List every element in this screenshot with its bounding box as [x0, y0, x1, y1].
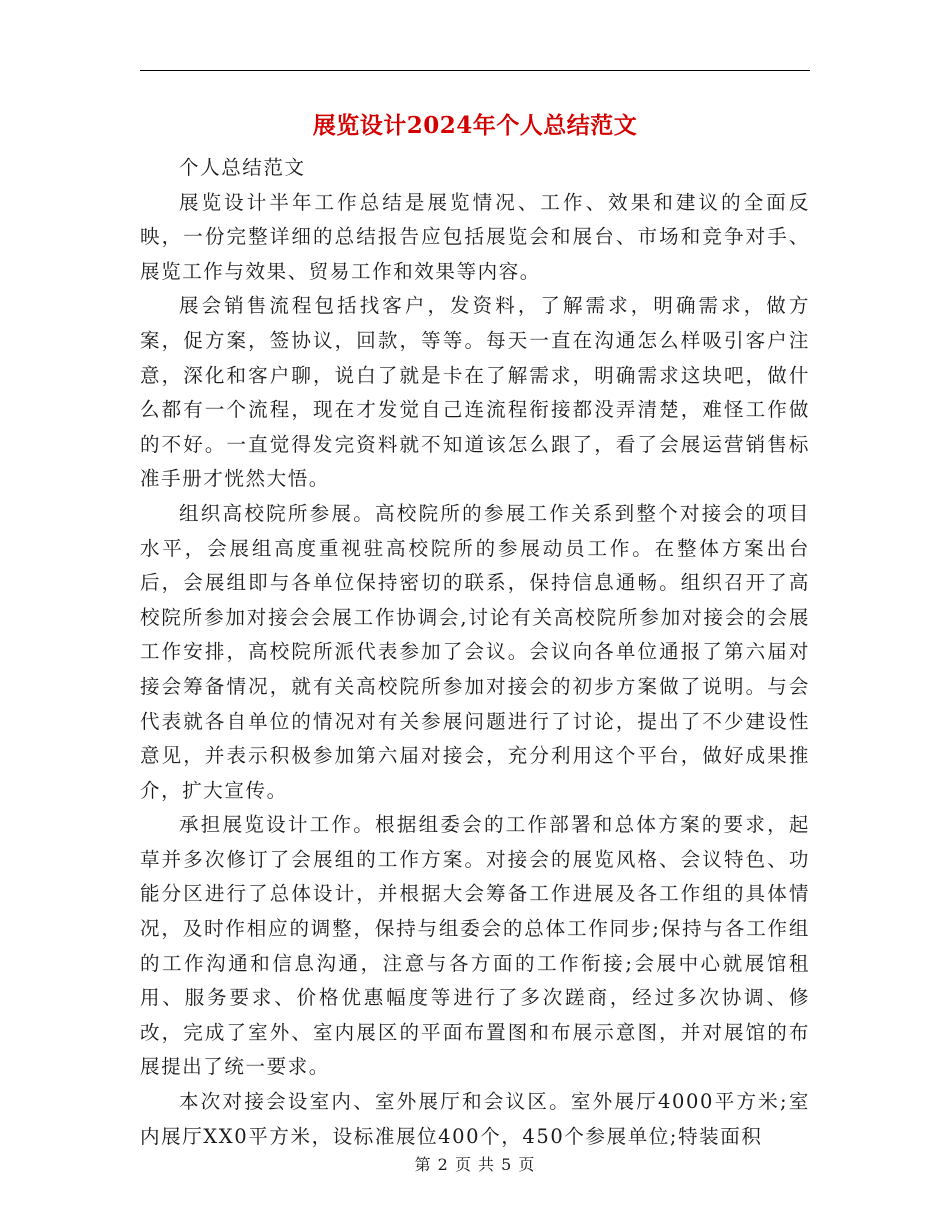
- document-body: [140, 151, 810, 1154]
- paragraph-university-exhibits: 组织高校院所参展。高校院所的参展工作关系到整个对接会的项目水平，会展组高度重视驻高校院所的参展动员工作。在整体方案出台后，会展组即与各单位保持密切的联系，保持信息通畅。组织召开了高校院所参加对接会会展工作协调会,讨论有关高校院所参加对接会的会展工作安排，高校院所派代表参加了会议。会议向各单位通报了第六届对接会筹备情况，就有关高校院所参加对接会的初步方案做了说明。与会代表就各自单位的情况对有关参展问题进行了讨论，提出了不少建设性意见，并表示积极参加第六届对接会，充分利用这个平台，做好成果推介，扩大宣传。: [140, 501, 810, 802]
- document-title: 展览设计2024年个人总结范文: [312, 112, 638, 139]
- header-rule: [140, 70, 810, 71]
- paragraph-design-work: 承担展览设计工作。根据组委会的工作部署和总体方案的要求，起草并多次修订了会展组的工作方案。对接会的展览风格、会议特色、功能分区进行了总体设计，并根据大会筹备工作进展及各工作组的具体情况，及时作相应的调整，保持与组委会的总体工作同步;保持与各工作组的工作沟通和信息沟通，注意与各方面的工作衔接;会展中心就展馆租用、服务要求、价格优惠幅度等进行了多次蹉商，经过多次协调、修改，完成了室外、室内展区的平面布置图和布展示意图，并对展馆的布展提出了统一要求。: [140, 813, 810, 1079]
- page-number: 第 2 页 共 5 页: [414, 1155, 536, 1174]
- paragraph-venue-areas: 本次对接会设室内、室外展厅和会议区。室外展厅4000平方米;室内展厅XX0平方米，设标准展位400个，450个参展单位;特装面积: [140, 1090, 810, 1148]
- paragraph-subtitle: 个人总结范文: [179, 156, 306, 179]
- paragraph-intro: 展览设计半年工作总结是展览情况、工作、效果和建议的全面反映，一份完整详细的总结报告应包括展览会和展台、市场和竞争对手、展览工作与效果、贸易工作和效果等内容。: [140, 190, 810, 283]
- paragraph-sales-process: 展会销售流程包括找客户，发资料，了解需求，明确需求，做方案，促方案，签协议，回款，等等。每天一直在沟通怎么样吸引客户注意，深化和客户聊，说白了就是卡在了解需求，明确需求这块吧，做什么都有一个流程，现在才发觉自己连流程衔接都没弄清楚，难怪工作做的不好。一直觉得发完资料就不知道该怎么跟了，看了会展运营销售标准手册才恍然大悟。: [140, 294, 810, 491]
